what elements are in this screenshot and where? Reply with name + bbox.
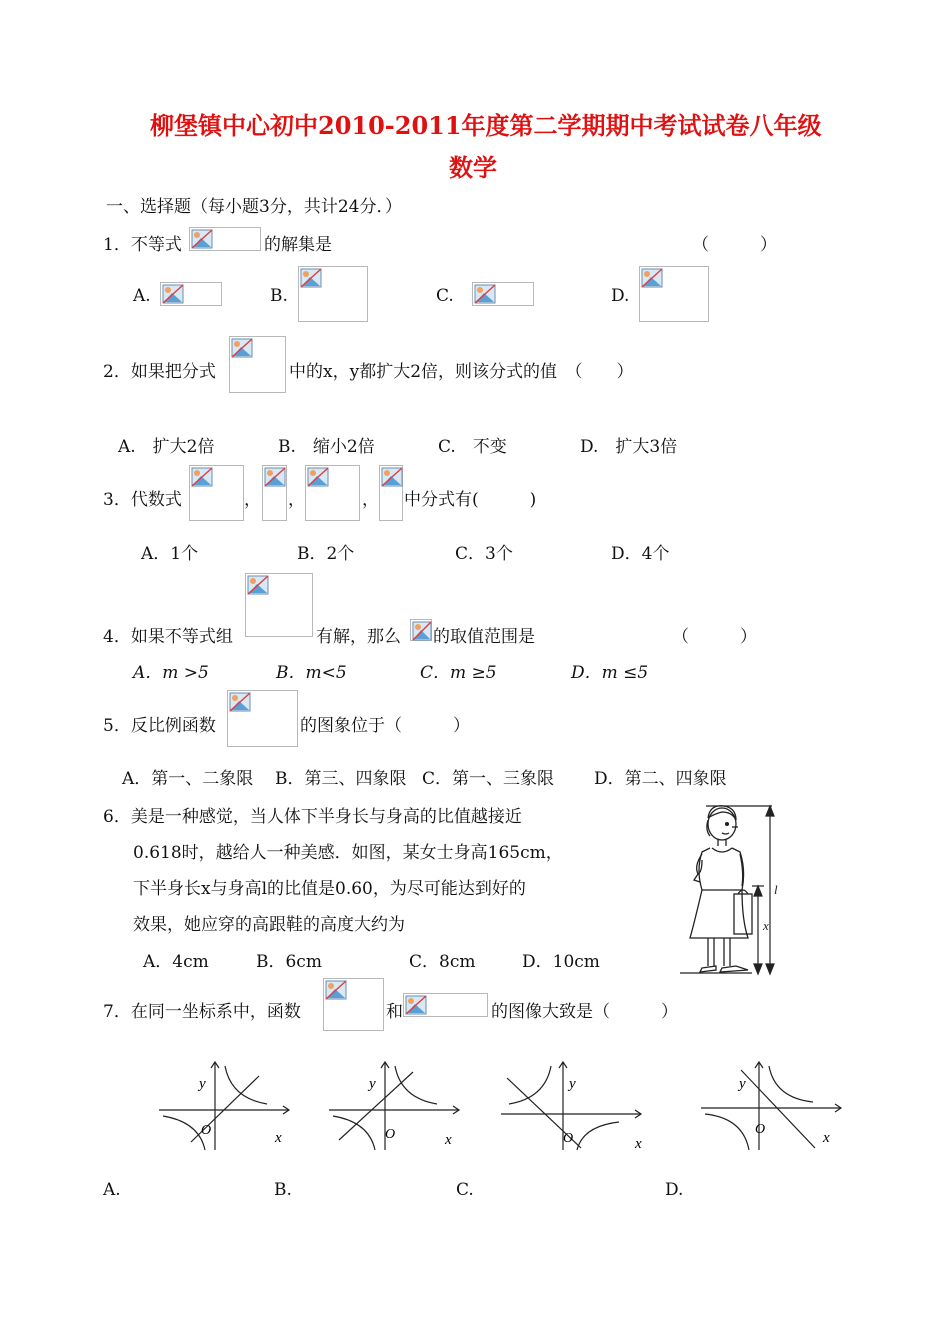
broken-image-icon — [381, 467, 403, 487]
section-heading: 一、选择题（每小题3分，共计24分．） — [106, 197, 402, 217]
q5-option-c: C．第一、三象限 — [422, 769, 555, 789]
broken-image-icon — [247, 575, 269, 595]
axis-y-label: y — [739, 1076, 746, 1092]
broken-image-icon — [474, 284, 496, 304]
q4-option-a: A．m >5 — [133, 663, 209, 683]
axis-y-label: y — [569, 1076, 576, 1092]
broken-image-icon — [162, 284, 184, 304]
graph-c — [497, 1058, 647, 1154]
q7-option-c: C. — [456, 1180, 474, 1200]
q4-stem: 4．如果不等式组 — [103, 627, 233, 647]
formula-image — [245, 573, 313, 637]
q4-stem-end: 的取值范围是 — [433, 627, 535, 647]
label-x: x — [763, 918, 769, 933]
q1-stem: 1．不等式 — [103, 235, 182, 255]
q1-stem-end: 的解集是 — [264, 235, 332, 255]
q7-option-a: A. — [103, 1180, 121, 1200]
formula-image — [298, 266, 368, 322]
q6-stem-line: 6．美是一种感觉，当人体下半身长与身高的比值越接近 — [103, 807, 522, 827]
broken-image-icon — [229, 692, 251, 712]
q5-option-b: B．第三、四象限 — [275, 769, 407, 789]
q1-option-a: A. — [133, 286, 151, 306]
broken-image-icon — [412, 621, 432, 641]
q3-stem: 3．代数式 — [103, 490, 182, 510]
page-title: 柳堡镇中心初中2010-2011年度第二学期期中考试试卷八年级 — [150, 111, 822, 140]
q3-comma: ， — [288, 490, 305, 510]
broken-image-icon — [264, 467, 286, 487]
formula-image — [227, 690, 298, 747]
formula-image — [403, 993, 488, 1017]
q1-option-c: C. — [436, 286, 454, 306]
broken-image-icon — [300, 268, 322, 288]
q3-option-b: B．2个 — [297, 544, 355, 564]
axis-x-label: x — [635, 1136, 642, 1152]
q6-stem-line: 下半身长x与身高l的比值是0.60，为尽可能达到好的 — [133, 879, 526, 899]
axis-x-label: x — [275, 1130, 282, 1146]
formula-image — [472, 282, 534, 306]
q5-stem-end: 的图象位于（ ） — [300, 716, 470, 736]
q7-stem: 7．在同一坐标系中，函数 — [103, 1002, 301, 1022]
q4-option-b: B．m<5 — [276, 663, 347, 683]
graph-d — [697, 1058, 847, 1154]
q2-option-a: A. 扩大2倍 — [118, 437, 215, 457]
broken-image-icon — [191, 229, 213, 249]
graph-b — [325, 1058, 465, 1154]
broken-image-icon — [325, 980, 347, 1000]
q6-stem-line: 0.618时，越给人一种美感．如图，某女士身高165cm， — [133, 843, 563, 863]
origin-label: O — [201, 1123, 212, 1138]
q5-option-a: A．第一、二象限 — [122, 769, 254, 789]
q6-option-d: D．10cm — [522, 952, 600, 972]
q4-stem-mid: 有解，那么 — [316, 627, 401, 647]
q6-stem-line: 效果，她应穿的高跟鞋的高度大约为 — [133, 915, 405, 935]
axis-x-label: x — [445, 1132, 452, 1148]
broken-image-icon — [191, 467, 213, 487]
origin-label: O — [563, 1131, 574, 1146]
broken-image-icon — [231, 338, 253, 358]
label-l: l — [774, 882, 778, 897]
q3-option-c: C．3个 — [455, 544, 513, 564]
q7-and: 和 — [386, 1002, 403, 1022]
origin-label: O — [385, 1127, 396, 1142]
q5-option-d: D．第二、四象限 — [594, 769, 727, 789]
q5-stem: 5．反比例函数 — [103, 716, 216, 736]
q3-stem-end: 中分式有( ) — [404, 490, 537, 510]
formula-image — [229, 336, 286, 393]
axis-y-label: y — [369, 1076, 376, 1092]
q6-option-a: A．4cm — [143, 952, 209, 972]
formula-image — [160, 282, 222, 306]
broken-image-icon — [641, 268, 663, 288]
q4-option-d: D．m ≤5 — [571, 663, 649, 683]
q1-option-d: D. — [611, 286, 630, 306]
formula-image — [262, 465, 287, 521]
q7-stem-end: 的图像大致是（ ） — [491, 1002, 678, 1022]
q1-option-b: B. — [270, 286, 288, 306]
formula-image — [639, 266, 709, 322]
graph-a — [155, 1058, 295, 1154]
q2-stem-end: 中的x，y都扩大2倍，则该分式的值 （ ） — [289, 362, 634, 382]
formula-image — [189, 465, 244, 521]
q2-stem: 2．如果把分式 — [103, 362, 216, 382]
q4-option-c: C．m ≥5 — [420, 663, 497, 683]
q3-comma: ， — [244, 490, 261, 510]
q2-option-b: B. 缩小2倍 — [278, 437, 375, 457]
page-subtitle: 数学 — [449, 153, 497, 182]
formula-image — [323, 978, 384, 1031]
q3-option-a: A．1个 — [141, 544, 199, 564]
q2-option-d: D. 扩大3倍 — [580, 437, 678, 457]
q7-option-b: B. — [274, 1180, 292, 1200]
q2-option-c: C. 不变 — [438, 437, 507, 457]
q6-option-c: C．8cm — [409, 952, 476, 972]
origin-label: O — [755, 1122, 766, 1137]
q3-option-d: D．4个 — [611, 544, 670, 564]
broken-image-icon — [307, 467, 329, 487]
q3-comma: ， — [362, 490, 379, 510]
axis-x-label: x — [823, 1130, 830, 1146]
formula-image — [410, 619, 432, 641]
broken-image-icon — [405, 995, 427, 1015]
formula-image — [189, 227, 261, 251]
formula-image — [379, 465, 403, 521]
q4-paren: （ ） — [672, 627, 757, 647]
axis-y-label: y — [199, 1076, 206, 1092]
q6-option-b: B．6cm — [256, 952, 322, 972]
q1-paren: （ ） — [692, 235, 777, 255]
formula-image — [305, 465, 360, 521]
woman-height-figure — [672, 800, 792, 980]
q7-option-d: D. — [665, 1180, 684, 1200]
